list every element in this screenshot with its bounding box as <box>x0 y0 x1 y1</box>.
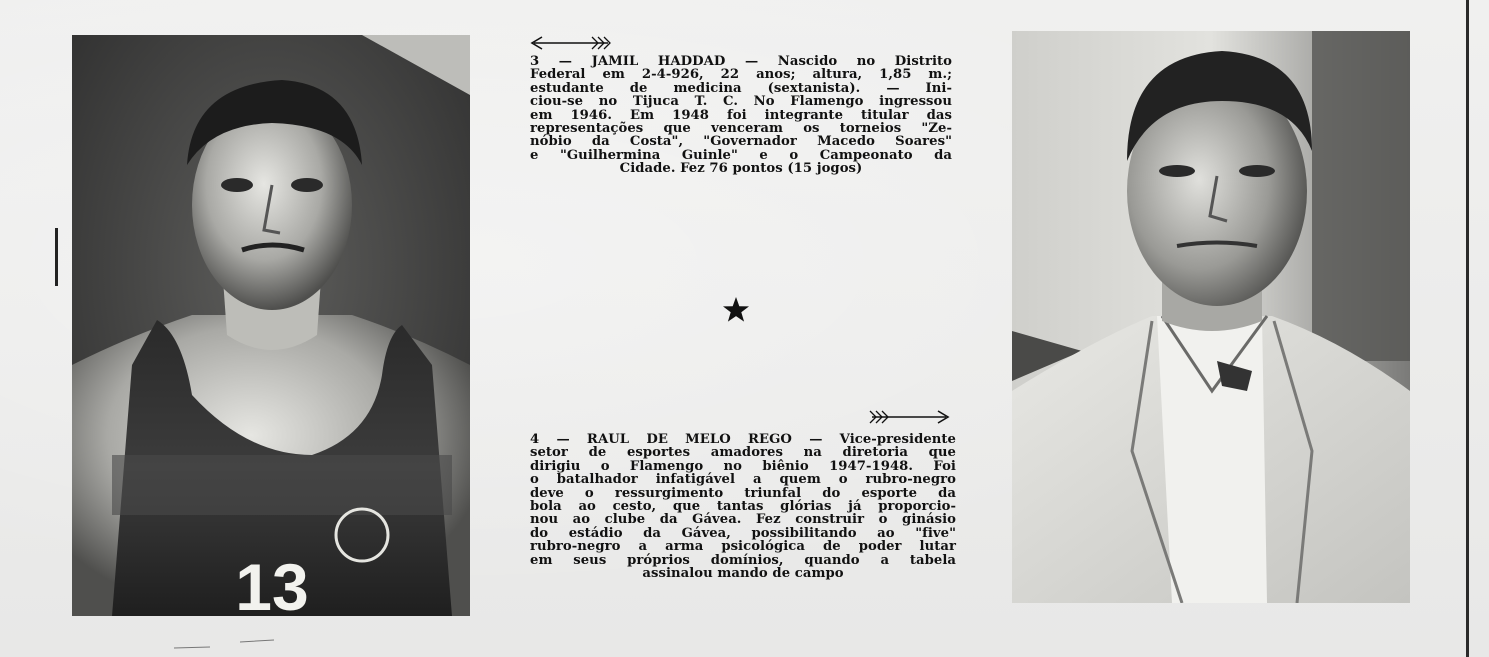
bio-line: em 1946. Em 1948 foi integrante titular das <box>530 107 952 123</box>
bio-line: Federal em 2-4-926, 22 anos; altura, 1,85 m.; <box>530 67 952 83</box>
bio-line: o batalhador infatigável a quem o rubro-negro <box>530 472 956 488</box>
margin-mark <box>55 228 58 286</box>
bio-line: nóbio da Costa", "Governador Macedo Soares" <box>530 134 952 150</box>
arrow-right-icon <box>868 408 952 426</box>
bio-line: dirigiu o Flamengo no biênio 1947-1948. Foi <box>530 458 956 474</box>
jersey-number: 13 <box>235 550 309 616</box>
page-edge-rule <box>1466 0 1469 657</box>
bio-jamil-haddad <box>530 55 952 176</box>
bio-line: representações que venceram os torneios "Ze- <box>530 121 952 137</box>
bio-line: do estádio da Gávea, possibilitando ao "five" <box>530 525 956 541</box>
bio-line: bola ao cesto, que tantas glórias já proporcio- <box>530 499 956 515</box>
bio-line: ciou-se no Tijuca T. C. No Flamengo ingressou <box>530 94 952 110</box>
bio-line: em seus próprios domínios, quando a tabela <box>530 552 956 568</box>
bio-line: deve o ressurgimento triunfal do esporte da <box>530 485 956 501</box>
bio-line: 4 — RAUL DE MELO REGO — Vice-presidente <box>530 432 956 447</box>
arrow-left-icon <box>528 34 612 52</box>
bio-line: e "Guilhermina Guinle" e o Campeonato da <box>530 147 952 163</box>
scan-mark <box>170 636 280 654</box>
bio-raul-de-melo-rego <box>530 433 956 580</box>
bio-line: 3 — JAMIL HADDAD — Nascido no Distrito <box>530 54 952 69</box>
bio-line: assinalou mando de campo <box>642 566 844 582</box>
portrait-raul-de-melo-rego <box>1012 31 1410 603</box>
bio-line: estudante de medicina (sextanista). — Ini- <box>530 80 952 96</box>
bio-line: nou ao clube da Gávea. Fez construir o ginásio <box>530 512 956 528</box>
star-icon <box>722 296 750 324</box>
bio-line: Cidade. Fez 76 pontos (15 jogos) <box>619 161 863 177</box>
player-photo-jamil-haddad <box>72 35 470 616</box>
bio-line: rubro-negro a arma psicológica de poder lutar <box>530 539 956 555</box>
bio-line: setor de esportes amadores na diretoria que <box>530 445 956 461</box>
